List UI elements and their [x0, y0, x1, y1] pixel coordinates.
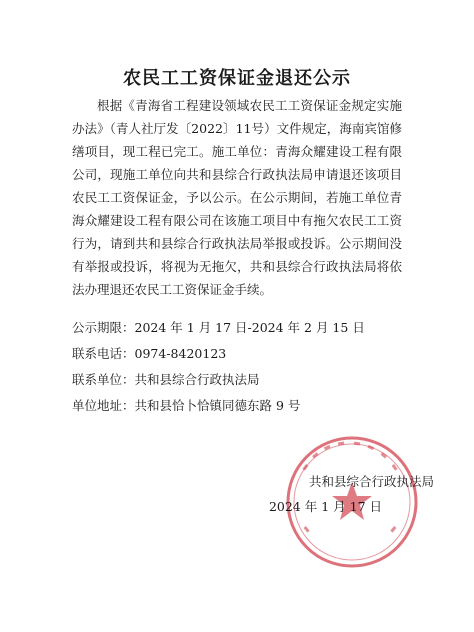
- unit-label: 联系单位：: [72, 372, 135, 387]
- info-address: [72, 394, 300, 417]
- address-value: 共和县恰卜恰镇同德东路 9 号: [134, 398, 301, 413]
- signature-org: 共和县综合行政执法局: [308, 474, 434, 489]
- info-period: [72, 316, 365, 339]
- address-label: 单位地址：: [72, 398, 135, 413]
- unit-value: 共和县综合行政执法局: [134, 372, 260, 387]
- period-value: 2024 年 1 月 17 日-2024 年 2 月 15 日: [134, 320, 365, 335]
- info-phone: [72, 342, 226, 365]
- phone-value: 0974-8420123: [134, 346, 227, 361]
- phone-label: 联系电话：: [72, 346, 135, 361]
- notice-paragraph: 根据《青海省工程建设领域农民工工资保证金规定实施办法》（青人社厅发〔2022〕11号）文件规定，海南宾馆修缮项目，现工程已完工。施工单位：青海众耀建设工程有限公司，现施工单位向共和县综合行政执法局申请退还该项目农民工工资保证金，予以公示。在公示期间，若施工单位青海众耀建设工程有限公司在该施工项目中有拖欠农民工工资行为，请到共和县综合行政执法局举报或投诉。公示期间没有举报或投诉，将视为无拖欠，共和县综合行政执法局将依法办理退还农民工工资保证金手续。: [72, 98, 402, 297]
- signature-date: 2024 年 1 月 17 日: [268, 499, 382, 514]
- info-unit: [72, 368, 260, 391]
- page-title: 农民工工资保证金退还公示: [123, 68, 351, 89]
- period-label: 公示期限：: [72, 320, 135, 335]
